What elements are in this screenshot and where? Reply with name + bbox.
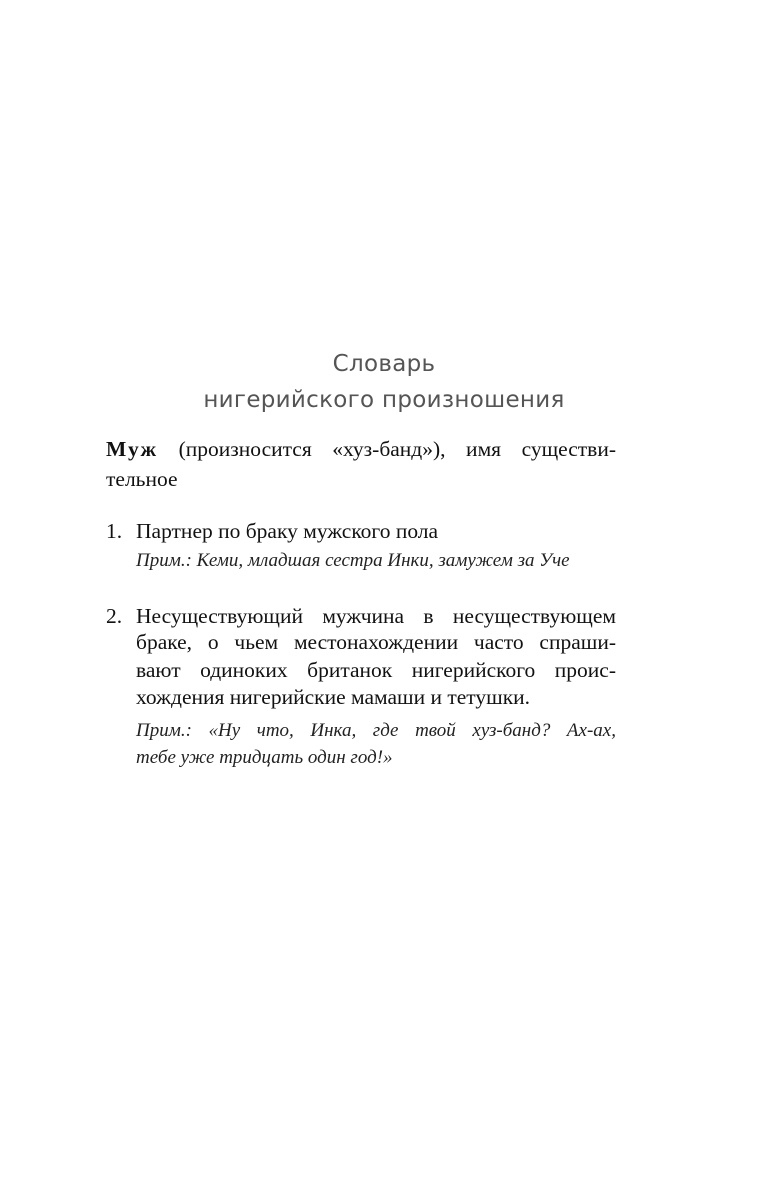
- definition-example: Прим.: Кеми, младшая сестра Инки, замужем за Уче: [136, 550, 570, 571]
- definition-text: Несуществующий мужчина в несуществующем: [136, 604, 616, 628]
- page-title-line-2: нигерийского произношения: [203, 387, 565, 413]
- definition-number: 1.: [106, 519, 123, 543]
- definition-text: хождения нигерийские мамаши и тетушки.: [136, 685, 531, 709]
- definition-text: Партнер по браку мужского пола: [136, 519, 439, 543]
- definition-example: тебе уже тридцать один год!»: [136, 747, 393, 768]
- headword: Муж: [106, 437, 159, 461]
- entry-gloss-continued: тельное: [106, 467, 178, 491]
- definition-text: вают одиноких британок нигерийского проис-: [136, 658, 616, 682]
- page-title-line-1: Словарь: [332, 351, 436, 377]
- dictionary-entry-header: [106, 434, 616, 464]
- entry-gloss: (произносится «хуз-банд»), имя существи-: [178, 437, 616, 461]
- definition-text: браке, о чьем местонахождении часто спраши-: [136, 630, 616, 654]
- definition-example: Прим.: «Ну что, Инка, где твой хуз-банд? Ах-ах,: [136, 720, 616, 741]
- definition-number: 2.: [106, 604, 123, 628]
